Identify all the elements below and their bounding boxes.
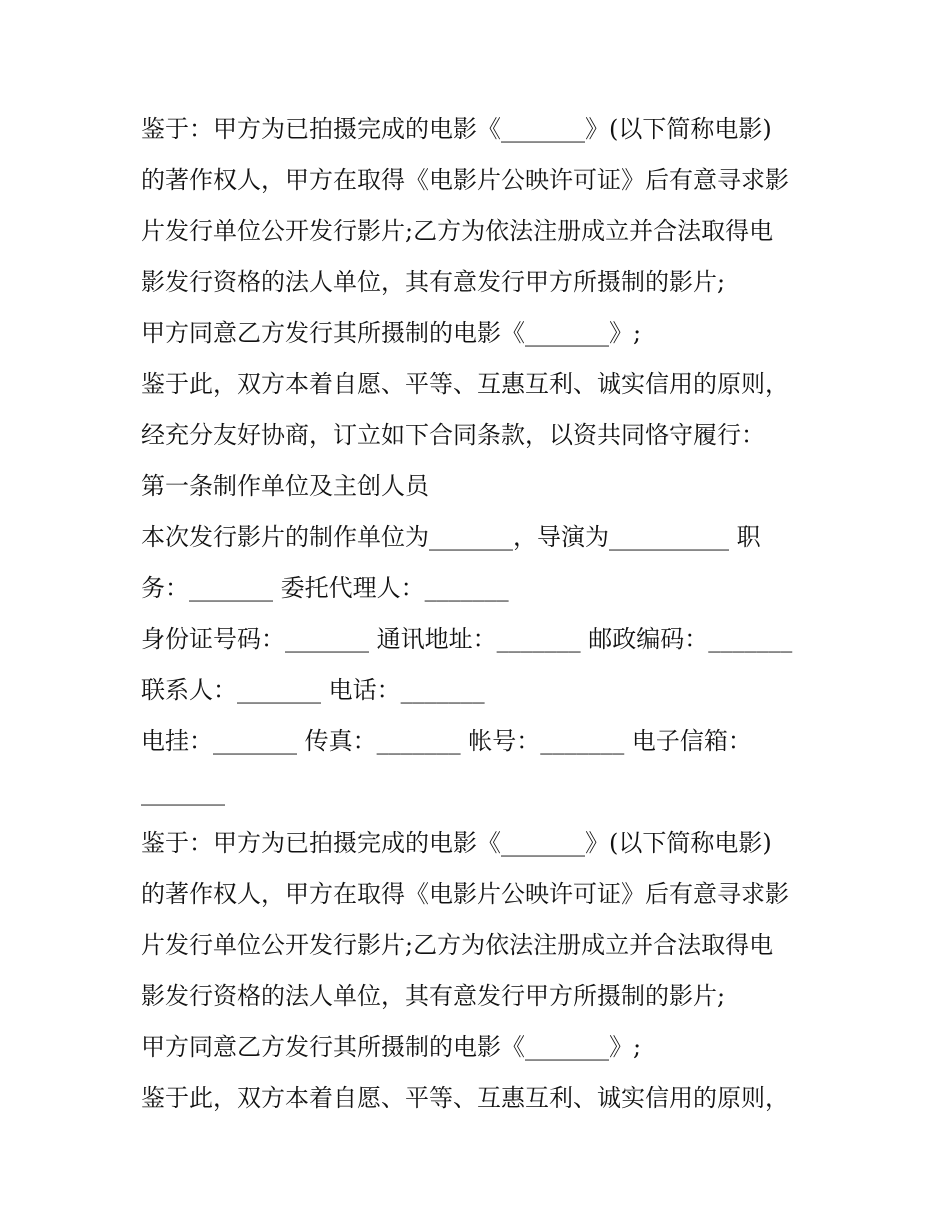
paragraph-line: 身份证号码：_______ 通讯地址：_______ 邮政编码：_______: [141, 625, 793, 653]
section-heading: 第一条制作单位及主创人员: [141, 472, 429, 500]
paragraph-line: 联系人：_______ 电话：_______: [141, 676, 485, 704]
paragraph-line: 经充分友好协商，订立如下合同条款，以资共同恪守履行：: [141, 421, 765, 449]
paragraph-line: 甲方同意乙方发行其所摄制的电影《_______》;: [141, 319, 642, 347]
paragraph-line: 鉴于：甲方为已拍摄完成的电影《_______》(以下简称电影): [141, 829, 772, 857]
document-body: [141, 104, 831, 1124]
paragraph-line: 本次发行影片的制作单位为_______，导演为__________ 职: [141, 523, 761, 551]
paragraph-line: 的著作权人，甲方在取得《电影片公映许可证》后有意寻求影: [141, 880, 789, 908]
paragraph-line: 的著作权人，甲方在取得《电影片公映许可证》后有意寻求影: [141, 166, 789, 194]
paragraph-line: 鉴于此，双方本着自愿、平等、互惠互利、诚实信用的原则，: [141, 370, 789, 398]
paragraph-line: 鉴于：甲方为已拍摄完成的电影《_______》(以下简称电影): [141, 115, 772, 143]
paragraph-line: 片发行单位公开发行影片;乙方为依法注册成立并合法取得电: [141, 931, 774, 959]
paragraph-line: 甲方同意乙方发行其所摄制的电影《_______》;: [141, 1033, 642, 1061]
paragraph-line: _______: [141, 778, 225, 806]
paragraph-line: 鉴于此，双方本着自愿、平等、互惠互利、诚实信用的原则，: [141, 1084, 789, 1112]
paragraph-line: 务：_______ 委托代理人：_______: [141, 574, 509, 602]
paragraph-line: 片发行单位公开发行影片;乙方为依法注册成立并合法取得电: [141, 217, 774, 245]
paragraph-line: 影发行资格的法人单位，其有意发行甲方所摄制的影片;: [141, 268, 726, 296]
paragraph-line: 影发行资格的法人单位，其有意发行甲方所摄制的影片;: [141, 982, 726, 1010]
paragraph-line: 电挂：_______ 传真：_______ 帐号：_______ 电子信箱：: [141, 727, 752, 755]
